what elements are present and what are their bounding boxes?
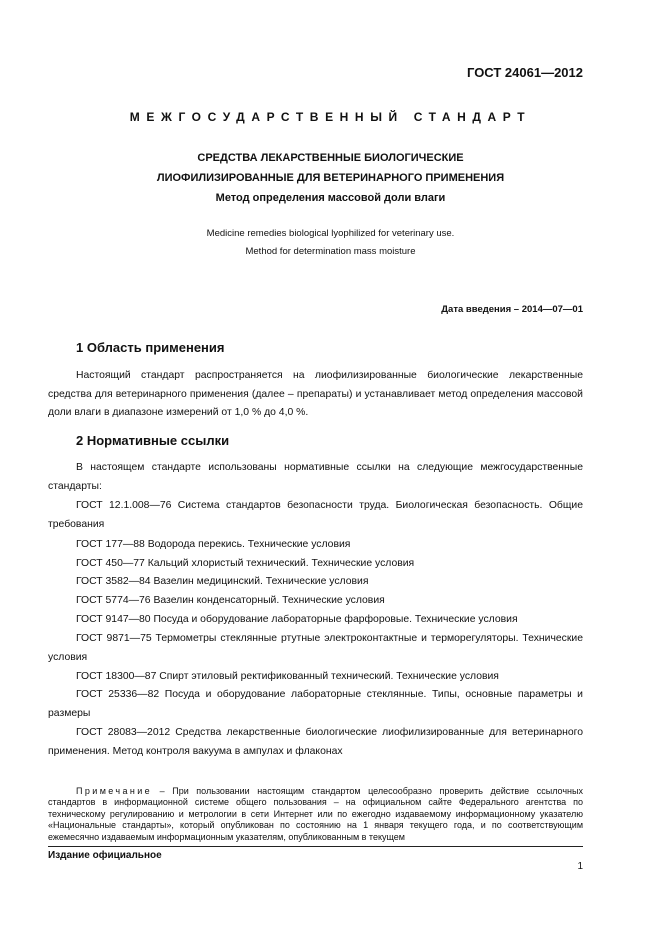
document-code: ГОСТ 24061—2012: [467, 65, 583, 80]
page-number: 1: [577, 861, 583, 872]
reference-item: ГОСТ 9147—80 Посуда и оборудование лабораторные фарфоровые. Технические условия: [76, 614, 518, 625]
footnote: [48, 786, 583, 843]
note-text: – При пользовании настоящим стандартом целесообразно проверить действие ссылочных стандартов в информационной системе общего пользования – на официальном сайте Федерального агентства по техническому регулированию и метрологии в сети Интернет или по ежегодно издаваемому информационному указателю «Национальные стандарты», который опубликован по состоянию на 1 января текущего года, и по соответствующим ежемесячно издаваемым информационным указателям, опубликованным в текущем: [48, 786, 583, 842]
footer-divider: [48, 846, 583, 847]
english-title-line-1: Medicine remedies biological lyophilized for veterinary use.: [206, 228, 455, 239]
title-subtitle: Метод определения массовой доли влаги: [215, 192, 446, 204]
title-line-2: ЛИОФИЛИЗИРОВАННЫЕ ДЛЯ ВЕТЕРИНАРНОГО ПРИМЕНЕНИЯ: [156, 172, 505, 184]
note-label: Примечание: [76, 786, 153, 796]
reference-item: ГОСТ 3582—84 Вазелин медицинский. Технические условия: [76, 576, 369, 587]
title-line-1: СРЕДСТВА ЛЕКАРСТВЕННЫЕ БИОЛОГИЧЕСКИЕ: [197, 152, 464, 164]
reference-item: ГОСТ 25336—82 Посуда и оборудование лабораторные стеклянные. Типы, основные параметры и размеры: [48, 689, 583, 719]
scope-paragraph: Настоящий стандарт распространяется на лиофилизированные биологические лекарственные средства для ветеринарного применения (далее – препараты) и устанавливает метод определения массовой доли влаги в диапазоне измерений от 1,0 % до 4,0 %.: [48, 370, 583, 419]
references-intro: В настоящем стандарте использованы нормативные ссылки на следующие межгосударственные стандарты:: [48, 462, 583, 492]
standard-type: МЕЖГОСУДАРСТВЕННЫЙ СТАНДАРТ: [129, 110, 532, 124]
edition-label: Издание официальное: [48, 850, 162, 861]
reference-item: ГОСТ 177—88 Водорода перекись. Технические условия: [76, 539, 351, 550]
section-heading-references: 2 Нормативные ссылки: [76, 433, 230, 448]
section-heading-scope: 1 Область применения: [76, 340, 225, 355]
english-title-line-2: Method for determination mass moisture: [245, 246, 416, 257]
reference-item: ГОСТ 18300—87 Спирт этиловый ректификованный технический. Технические условия: [76, 671, 499, 682]
reference-item: ГОСТ 9871—75 Термометры стеклянные ртутные электроконтактные и терморегуляторы. Технические условия: [48, 633, 583, 663]
reference-item: ГОСТ 5774—76 Вазелин конденсаторный. Технические условия: [76, 595, 385, 606]
reference-item: ГОСТ 28083—2012 Средства лекарственные биологические лиофилизированные для ветеринарного применения. Метод контроля вакуума в ампулах и флаконах: [48, 727, 583, 757]
reference-item: ГОСТ 450—77 Кальций хлористый технический. Технические условия: [76, 558, 415, 569]
reference-item: ГОСТ 12.1.008—76 Система стандартов безопасности труда. Биологическая безопасность. Общие требования: [48, 500, 583, 530]
introduction-date: Дата введения – 2014—07—01: [441, 304, 583, 315]
